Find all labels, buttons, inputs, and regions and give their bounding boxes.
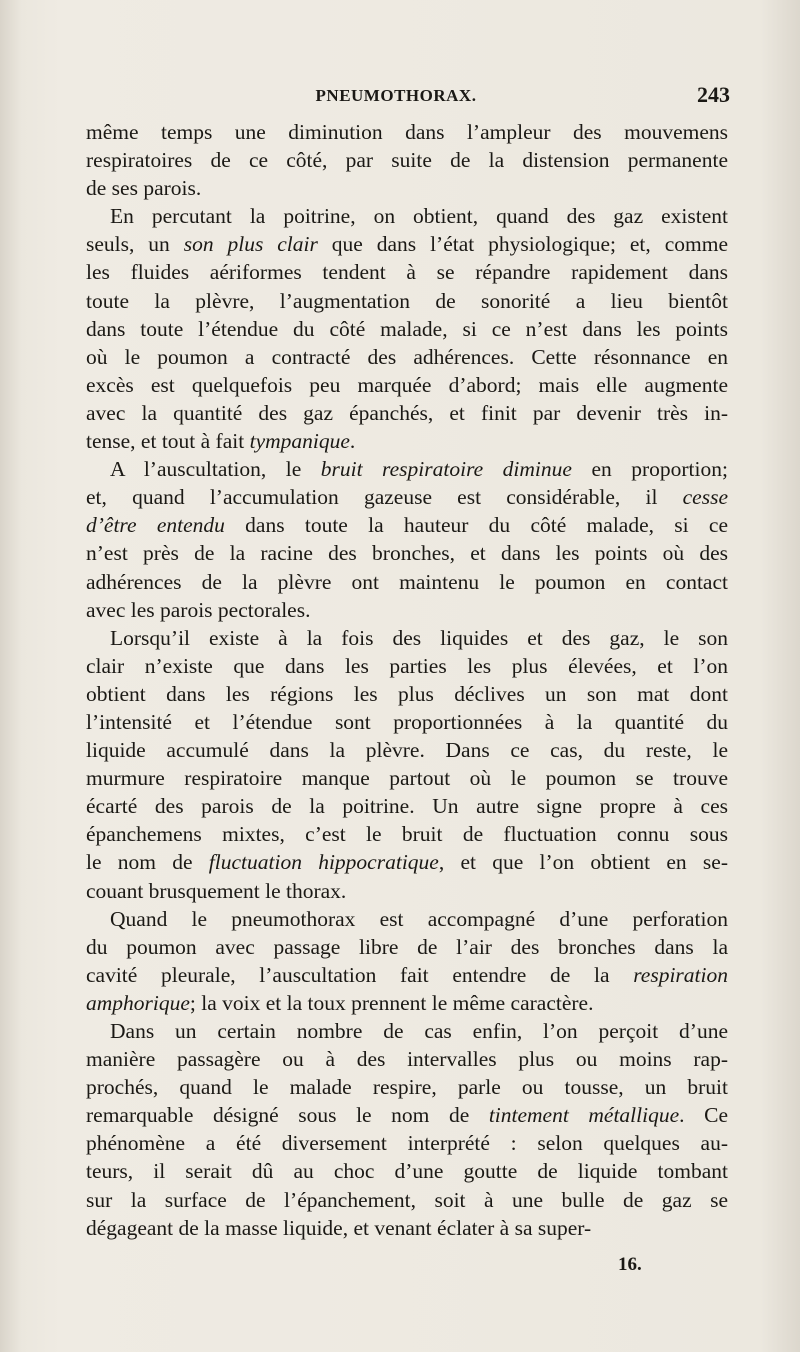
text-line: même temps une diminution dans l’ampleur des mouvemens [86, 120, 728, 144]
paragraph [62, 455, 728, 624]
text-line: remarquable désigné sous le nom de tintement métallique. Ce [86, 1103, 728, 1128]
text-line: Dans un certain nombre de cas enfin, l’on perçoit d’une [110, 1019, 728, 1043]
text-line: Quand le pneumothorax est accompagné d’une perforation [110, 906, 728, 931]
page-number: 243 [697, 82, 730, 107]
text-line: clair n’existe que dans les parties les plus élevées, et l’on [86, 653, 728, 678]
text-line: dans toute l’étendue du côté malade, si ce n’est dans les points [86, 316, 728, 341]
paragraph [62, 1017, 728, 1242]
text-line: manière passagère ou à des intervalles plus ou moins rap- [86, 1047, 728, 1072]
text-line: tense, et tout à fait tympanique. [86, 429, 356, 454]
paragraph [62, 905, 728, 1017]
text-line: écarté des parois de la poitrine. Un autre signe propre à ces [86, 794, 728, 819]
text-line: teurs, il serait dû au choc d’une goutte de liquide tombant [86, 1159, 728, 1184]
text-line: seuls, un son plus clair que dans l’état physiologique; et, comme [86, 232, 728, 257]
text-line: épanchemens mixtes, c’est le bruit de fluctuation connu sous [86, 822, 728, 847]
running-head: PNEUMOTHORAX. [315, 86, 477, 105]
text-line: d’être entendu dans toute la hauteur du côté malade, si ce [86, 513, 728, 538]
text-line: avec la quantité des gaz épanchés, et finit par devenir très in- [86, 400, 728, 425]
text-line: sur la surface de l’épanchement, soit à une bulle de gaz se [86, 1187, 728, 1212]
text-line: En percutant la poitrine, on obtient, quand des gaz existent [110, 204, 728, 229]
page-header [62, 82, 730, 114]
paragraph [62, 118, 728, 202]
text-line: Lorsqu’il existe à la fois des liquides et des gaz, le son [110, 625, 728, 650]
text-line: phénomène a été diversement interprété : selon quelques au- [86, 1131, 728, 1156]
text-line: du poumon avec passage libre de l’air des bronches dans la [86, 934, 728, 959]
text-line: amphorique; la voix et la toux prennent le même caractère. [86, 990, 594, 1015]
text-line: où le poumon a contracté des adhérences. Cette résonnance en [86, 344, 728, 369]
paragraph [62, 202, 728, 455]
text-line: obtient dans les régions les plus déclives un son mat dont [86, 681, 728, 706]
text-line: avec les parois pectorales. [86, 597, 311, 622]
text-line: cavité pleurale, l’auscultation fait entendre de la respiration [86, 962, 728, 987]
text-line: de ses parois. [86, 176, 202, 201]
text-line: toute la plèvre, l’augmentation de sonorité a lieu bientôt [86, 288, 728, 313]
text-line: l’intensité et l’étendue sont proportionnées à la quantité du [86, 709, 728, 734]
text-line: dégageant de la masse liquide, et venant éclater à sa super- [86, 1215, 592, 1240]
text-line: n’est près de la racine des bronches, et dans les points où des [86, 541, 728, 566]
text-line: excès est quelquefois peu marquée d’abord; mais elle augmente [86, 372, 728, 397]
text-line: couant brusquement le thorax. [86, 878, 347, 903]
text-line: respiratoires de ce côté, par suite de la distension permanente [86, 148, 728, 173]
text-line: les fluides aériformes tendent à se répandre rapidement dans [86, 260, 728, 285]
text-line: prochés, quand le malade respire, parle ou tousse, un bruit [86, 1075, 728, 1100]
text-line: adhérences de la plèvre ont maintenu le poumon en contact [86, 569, 728, 594]
text-line: liquide accumulé dans la plèvre. Dans ce cas, du reste, le [86, 738, 728, 763]
text-line: A l’auscultation, le bruit respiratoire diminue en proportion; [110, 457, 728, 482]
text-line: et, quand l’accumulation gazeuse est considérable, il cesse [86, 485, 728, 510]
signature-mark: 16. [618, 1254, 642, 1275]
body-text [62, 118, 728, 1242]
text-line: murmure respiratoire manque partout où le poumon se trouve [86, 766, 728, 791]
paragraph [62, 624, 728, 905]
text-line: le nom de fluctuation hippocratique, et que l’on obtient en se- [86, 850, 728, 875]
